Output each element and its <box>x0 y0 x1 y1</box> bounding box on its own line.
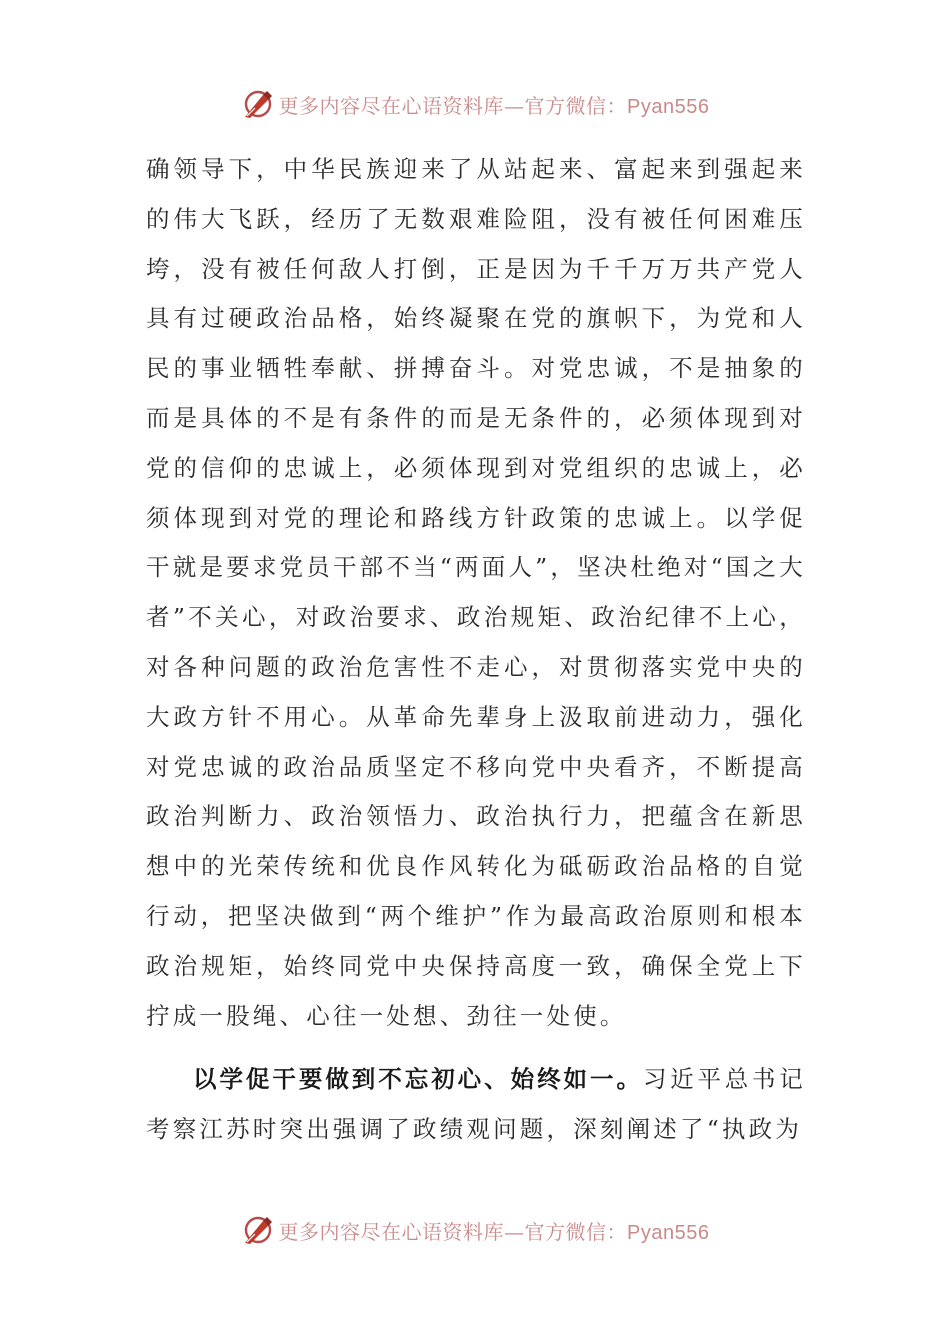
footer-banner <box>0 1210 950 1250</box>
header-banner <box>0 84 950 124</box>
paragraph-1: 确领导下，中华民族迎来了从站起来、富起来到强起来的伟大飞跃，经历了无数艰难险阻，没有被任何困难压垮，没有被任何敌人打倒，正是因为千千万万共产党人具有过硬政治品格，始终凝聚在党的旗帜下，为党和人民的事业牺牲奉献、拼搏奋斗。对党忠诚，不是抽象的而是具体的不是有条件的而是无条件的，必须体现到对党的信仰的忠诚上，必须体现到对党组织的忠诚上，必须体现到对党的理论和路线方针政策的忠诚上。以学促干就是要求党员干部不当“两面人”，坚决杜绝对“国之大者”不关心，对政治要求、政治规矩、政治纪律不上心，对各种问题的政治危害性不走心，对贯彻落实党中央的大政方针不用心。从革命先辈身上汲取前进动力，强化对党忠诚的政治品质坚定不移向党中央看齐，不断提高政治判断力、政治领悟力、政治执行力，把蕴含在新思想中的光荣传统和优良作风转化为砥砺政治品格的自觉行动，把坚决做到“两个维护”作为最高政治原则和根本政治规矩，始终同党中央保持高度一致，确保全党上下拧成一股绳、心往一处想、劲往一处使。 <box>146 155 806 1030</box>
paragraph-2 <box>146 1055 806 1155</box>
footer-banner-text <box>279 1216 710 1245</box>
header-banner-label: 更多内容尽在心语资料库—官方微信： <box>278 93 628 118</box>
pen-nib-logo-icon <box>241 87 275 121</box>
header-wechat-id: Pyan556 <box>627 95 710 118</box>
document-body <box>146 145 806 1155</box>
paragraph-2-text: 习近平总书记考察江苏时突出强调了政绩观问题，深刻阐述了“执政为 <box>146 1065 806 1144</box>
pen-nib-logo-icon <box>241 1213 275 1247</box>
paragraph-2-lead: 以学促干要做到不忘初心、始终如一。 <box>193 1065 643 1094</box>
footer-banner-label: 更多内容尽在心语资料库—官方微信： <box>278 1219 628 1244</box>
footer-wechat-id: Pyan556 <box>627 1221 710 1244</box>
header-banner-text <box>279 90 710 119</box>
